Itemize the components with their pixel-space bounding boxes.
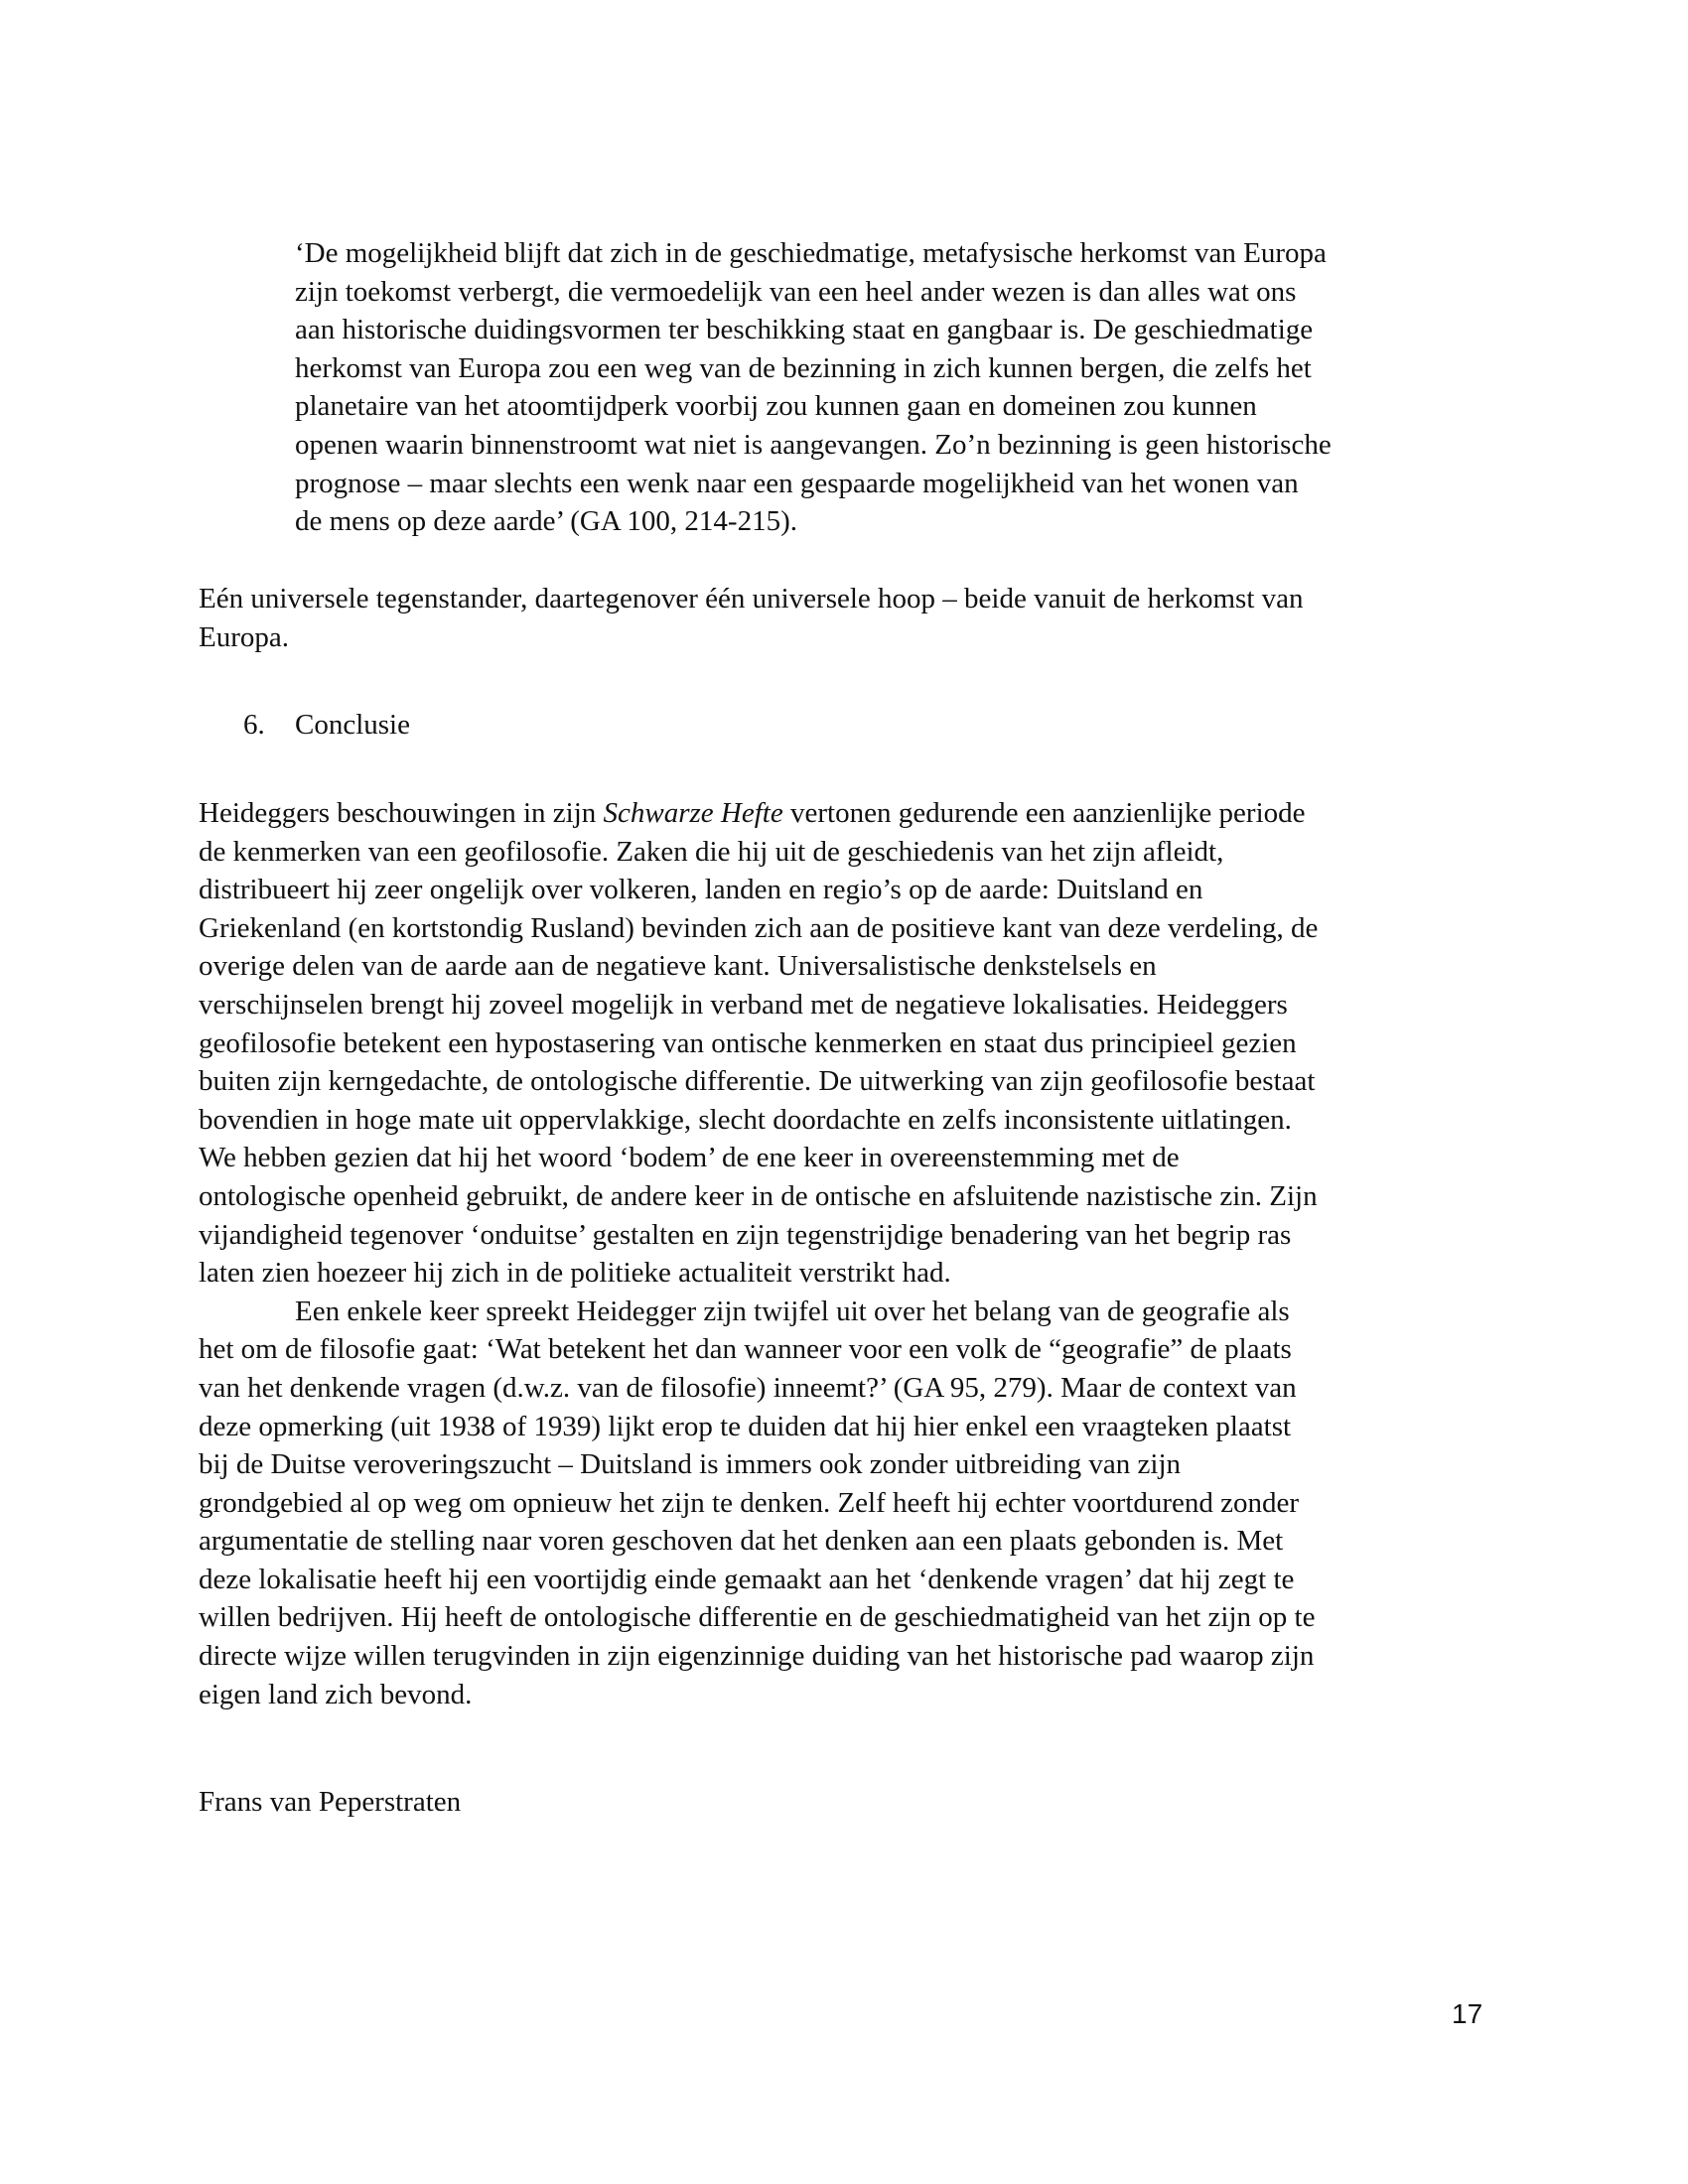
paragraph-line (199, 794, 1499, 833)
quote-line: openen waarin binnenstroomt wat niet is aangevangen. Zo’n bezinning is geen historische (295, 428, 1332, 461)
summary-line: Europa. (199, 620, 289, 653)
quote-line: aan historische duidingsvormen ter beschikking staat en gangbaar is. De geschiedmatige (295, 314, 1314, 346)
quote-line: de mens op deze aarde’ (GA 100, 214-215). (295, 505, 797, 538)
paragraph-line: deze lokalisatie heeft hij een voortijdig einde gemaakt aan het ‘denkende vragen’ dat hij zegt te (199, 1563, 1295, 1595)
paragraph-line: Griekenland (en kortstondig Rusland) bevinden zich aan de positieve kant van deze verdeling, de (199, 911, 1319, 944)
paragraph-line: We hebben gezien dat hij het woord ‘bodem’ de ene keer in overeenstemming met de (199, 1142, 1180, 1174)
summary-paragraph (199, 580, 1489, 656)
book-title: Schwarze Hefte (603, 797, 783, 829)
section-number: 6. (243, 709, 265, 741)
summary-line: Eén universele tegenstander, daartegenover één universele hoop – beide vanuit de herkomst van (199, 583, 1304, 614)
paragraph-line: bovendien in hoge mate uit oppervlakkige, slecht doordachte en zelfs inconsistente uitlatingen. (199, 1103, 1292, 1136)
paragraph-line: willen bedrijven. Hij heeft de ontologische differentie en de geschiedmatigheid van het zijn op te (199, 1601, 1316, 1634)
paragraph-line: grondgebied al op weg om opnieuw het zijn te denken. Zelf heeft hij echter voortdurend zonder (199, 1486, 1300, 1519)
paragraph-line: geofilosofie betekent een hypostasering van ontische kenmerken en staat dus principieel gezien (199, 1026, 1297, 1059)
paragraph-line: directe wijze willen terugvinden in zijn eigenzinnige duiding van het historische pad waarop zijn (199, 1640, 1315, 1673)
page-number: 17 (1452, 1998, 1483, 2029)
paragraph-line: eigen land zich bevond. (199, 1678, 473, 1710)
paragraph-line: van het denkende vragen (d.w.z. van de filosofie) inneemt?’ (GA 95, 279). Maar de context van (199, 1371, 1297, 1404)
section-heading (243, 706, 410, 745)
text-run: Heideggers beschouwingen in zijn (199, 797, 604, 829)
text-run: vertonen gedurende een aanzienlijke periode (782, 797, 1306, 829)
author-signature: Frans van Peperstraten (199, 1786, 462, 1818)
paragraph-line: laten zien hoezeer hij zich in de politieke actualiteit verstrikt had. (199, 1257, 951, 1290)
paragraph-line: bij de Duitse veroveringszucht – Duitsland is immers ook zonder uitbreiding van zijn (199, 1448, 1182, 1481)
quote-line: prognose – maar slechts een wenk naar een gespaarde mogelijkheid van het wonen van (295, 467, 1299, 499)
paragraph-line: overige delen van de aarde aan de negatieve kant. Universalistische denkstelsels en (199, 950, 1157, 983)
paragraph-line: deze opmerking (uit 1938 of 1939) lijkt erop te duiden dat hij hier enkel een vraagteken plaatst (199, 1410, 1292, 1442)
block-quote (295, 234, 1516, 541)
paragraph-line: de kenmerken van een geofilosofie. Zaken die hij uit de geschiedenis van het zijn afleidt, (199, 835, 1224, 868)
quote-line: ‘De mogelijkheid blijft dat zich in de geschiedmatige, metafysische herkomst van Europa (295, 237, 1327, 269)
paragraph-line: Een enkele keer spreekt Heidegger zijn twijfel uit over het belang van de geografie als (295, 1295, 1290, 1327)
paragraph-line: argumentatie de stelling naar voren geschoven dat het denken aan een plaats gebonden is. Met (199, 1525, 1284, 1558)
paragraph-line: distribueert hij zeer ongelijk over volkeren, landen en regio’s op de aarde: Duitsland en (199, 874, 1203, 906)
paragraph-line: buiten zijn kerngedachte, de ontologische differentie. De uitwerking van zijn geofilosofie bestaat (199, 1065, 1316, 1098)
conclusion-paragraph-2 (199, 1293, 1499, 1714)
quote-line: planetaire van het atoomtijdperk voorbij zou kunnen gaan en domeinen zou kunnen (295, 390, 1257, 423)
section-title: Conclusie (295, 709, 410, 741)
quote-line: herkomst van Europa zou een weg van de bezinning in zich kunnen bergen, die zelfs het (295, 351, 1312, 384)
conclusion-body (199, 794, 1499, 1713)
paragraph-line: ontologische openheid gebruikt, de andere keer in de ontische en afsluitende nazistische zin. Zijn (199, 1179, 1318, 1212)
paragraph-line: het om de filosofie gaat: ‘Wat betekent het dan wanneer voor een volk de “geografie” de plaats (199, 1333, 1292, 1366)
paragraph-line: vijandigheid tegenover ‘onduitse’ gestalten en zijn tegenstrijdige benadering van het begrip ras (199, 1218, 1292, 1251)
paragraph-line: verschijnselen brengt hij zoveel mogelijk in verband met de negatieve lokalisaties. Heideggers (199, 988, 1288, 1021)
conclusion-paragraph-1 (199, 794, 1499, 1293)
quote-line: zijn toekomst verbergt, die vermoedelijk van een heel ander wezen is dan alles wat ons (295, 275, 1297, 308)
